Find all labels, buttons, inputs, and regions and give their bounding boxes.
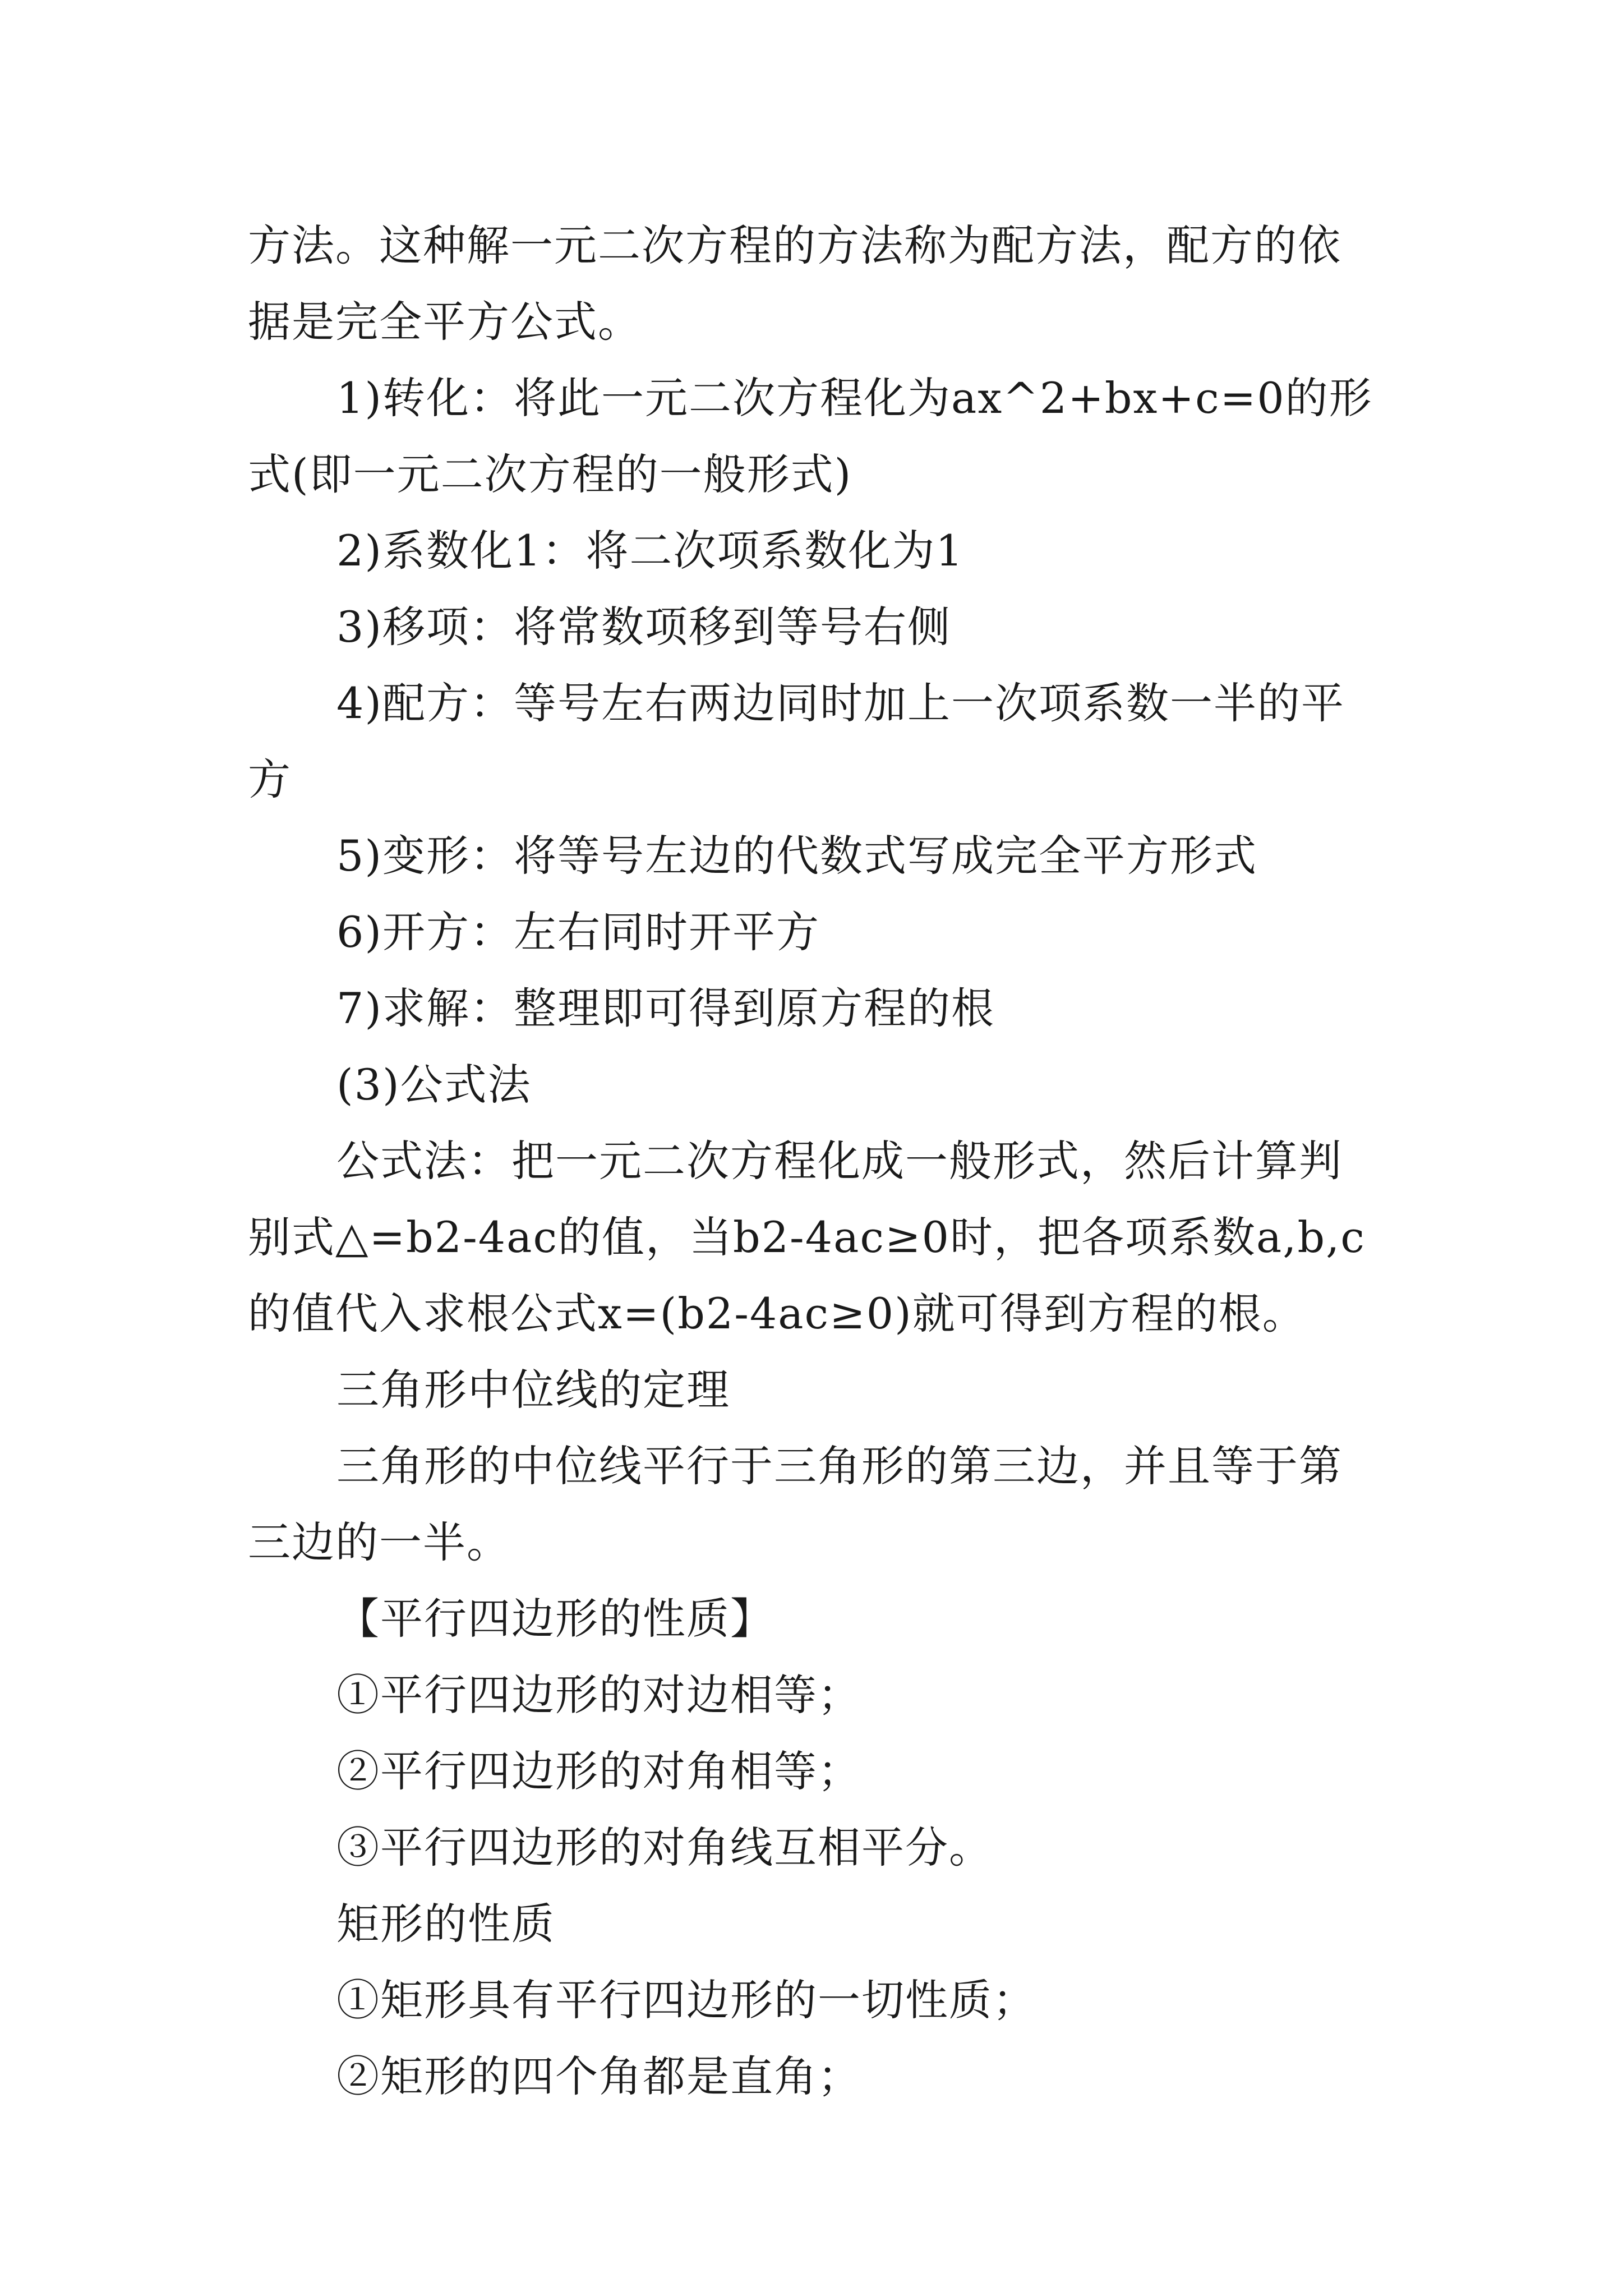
paragraph-step-6: 6)开方：左右同时开平方 bbox=[336, 907, 820, 957]
list-item-rectangle-2: ②矩形的四个角都是直角； bbox=[336, 2051, 861, 2101]
section-heading-rectangle: 矩形的性质 bbox=[336, 1899, 555, 1949]
paragraph-step-4: 4)配方：等号左右两边同时加上一次项系数一半的平方 bbox=[248, 678, 1345, 804]
paragraph-formula-method: 公式法：把一元二次方程化成一般形式，然后计算判别式△=b2-4ac的值，当b2-4ac≥0时，把各项系数a,b,c的值代入求根公式x=(b2-4ac≥0)就可得到方程的根。 bbox=[248, 1136, 1366, 1338]
paragraph-step-2: 2)系数化1：将二次项系数化为1 bbox=[336, 526, 964, 576]
paragraph-completing-square-intro: 方法。这种解一元二次方程的方法称为配方法，配方的依据是完全平方公式。 bbox=[248, 220, 1341, 347]
paragraph-step-1: 1)转化：将此一元二次方程化为ax^2+bx+c=0的形式(即一元二次方程的一般形式) bbox=[248, 373, 1373, 499]
section-heading-formula-method: (3)公式法 bbox=[336, 1060, 532, 1110]
paragraph-step-7: 7)求解：整理即可得到原方程的根 bbox=[336, 983, 995, 1033]
paragraph-step-5: 5)变形：将等号左边的代数式写成完全平方形式 bbox=[336, 831, 1258, 881]
paragraph-midline-theorem: 三角形的中位线平行于三角形的第三边，并且等于第三边的一半。 bbox=[248, 1441, 1343, 1567]
section-heading-parallelogram: 【平行四边形的性质】 bbox=[336, 1594, 774, 1644]
list-item-parallelogram-2: ②平行四边形的对角相等； bbox=[336, 1746, 861, 1796]
paragraph-step-3: 3)移项：将常数项移到等号右侧 bbox=[336, 602, 952, 652]
list-item-parallelogram-1: ①平行四边形的对边相等； bbox=[336, 1670, 861, 1720]
list-item-rectangle-1: ①矩形具有平行四边形的一切性质； bbox=[336, 1975, 1036, 2025]
section-heading-midline-theorem: 三角形中位线的定理 bbox=[336, 1365, 730, 1415]
document-body bbox=[248, 208, 1384, 2115]
list-item-parallelogram-3: ③平行四边形的对角线互相平分。 bbox=[336, 1823, 993, 1872]
